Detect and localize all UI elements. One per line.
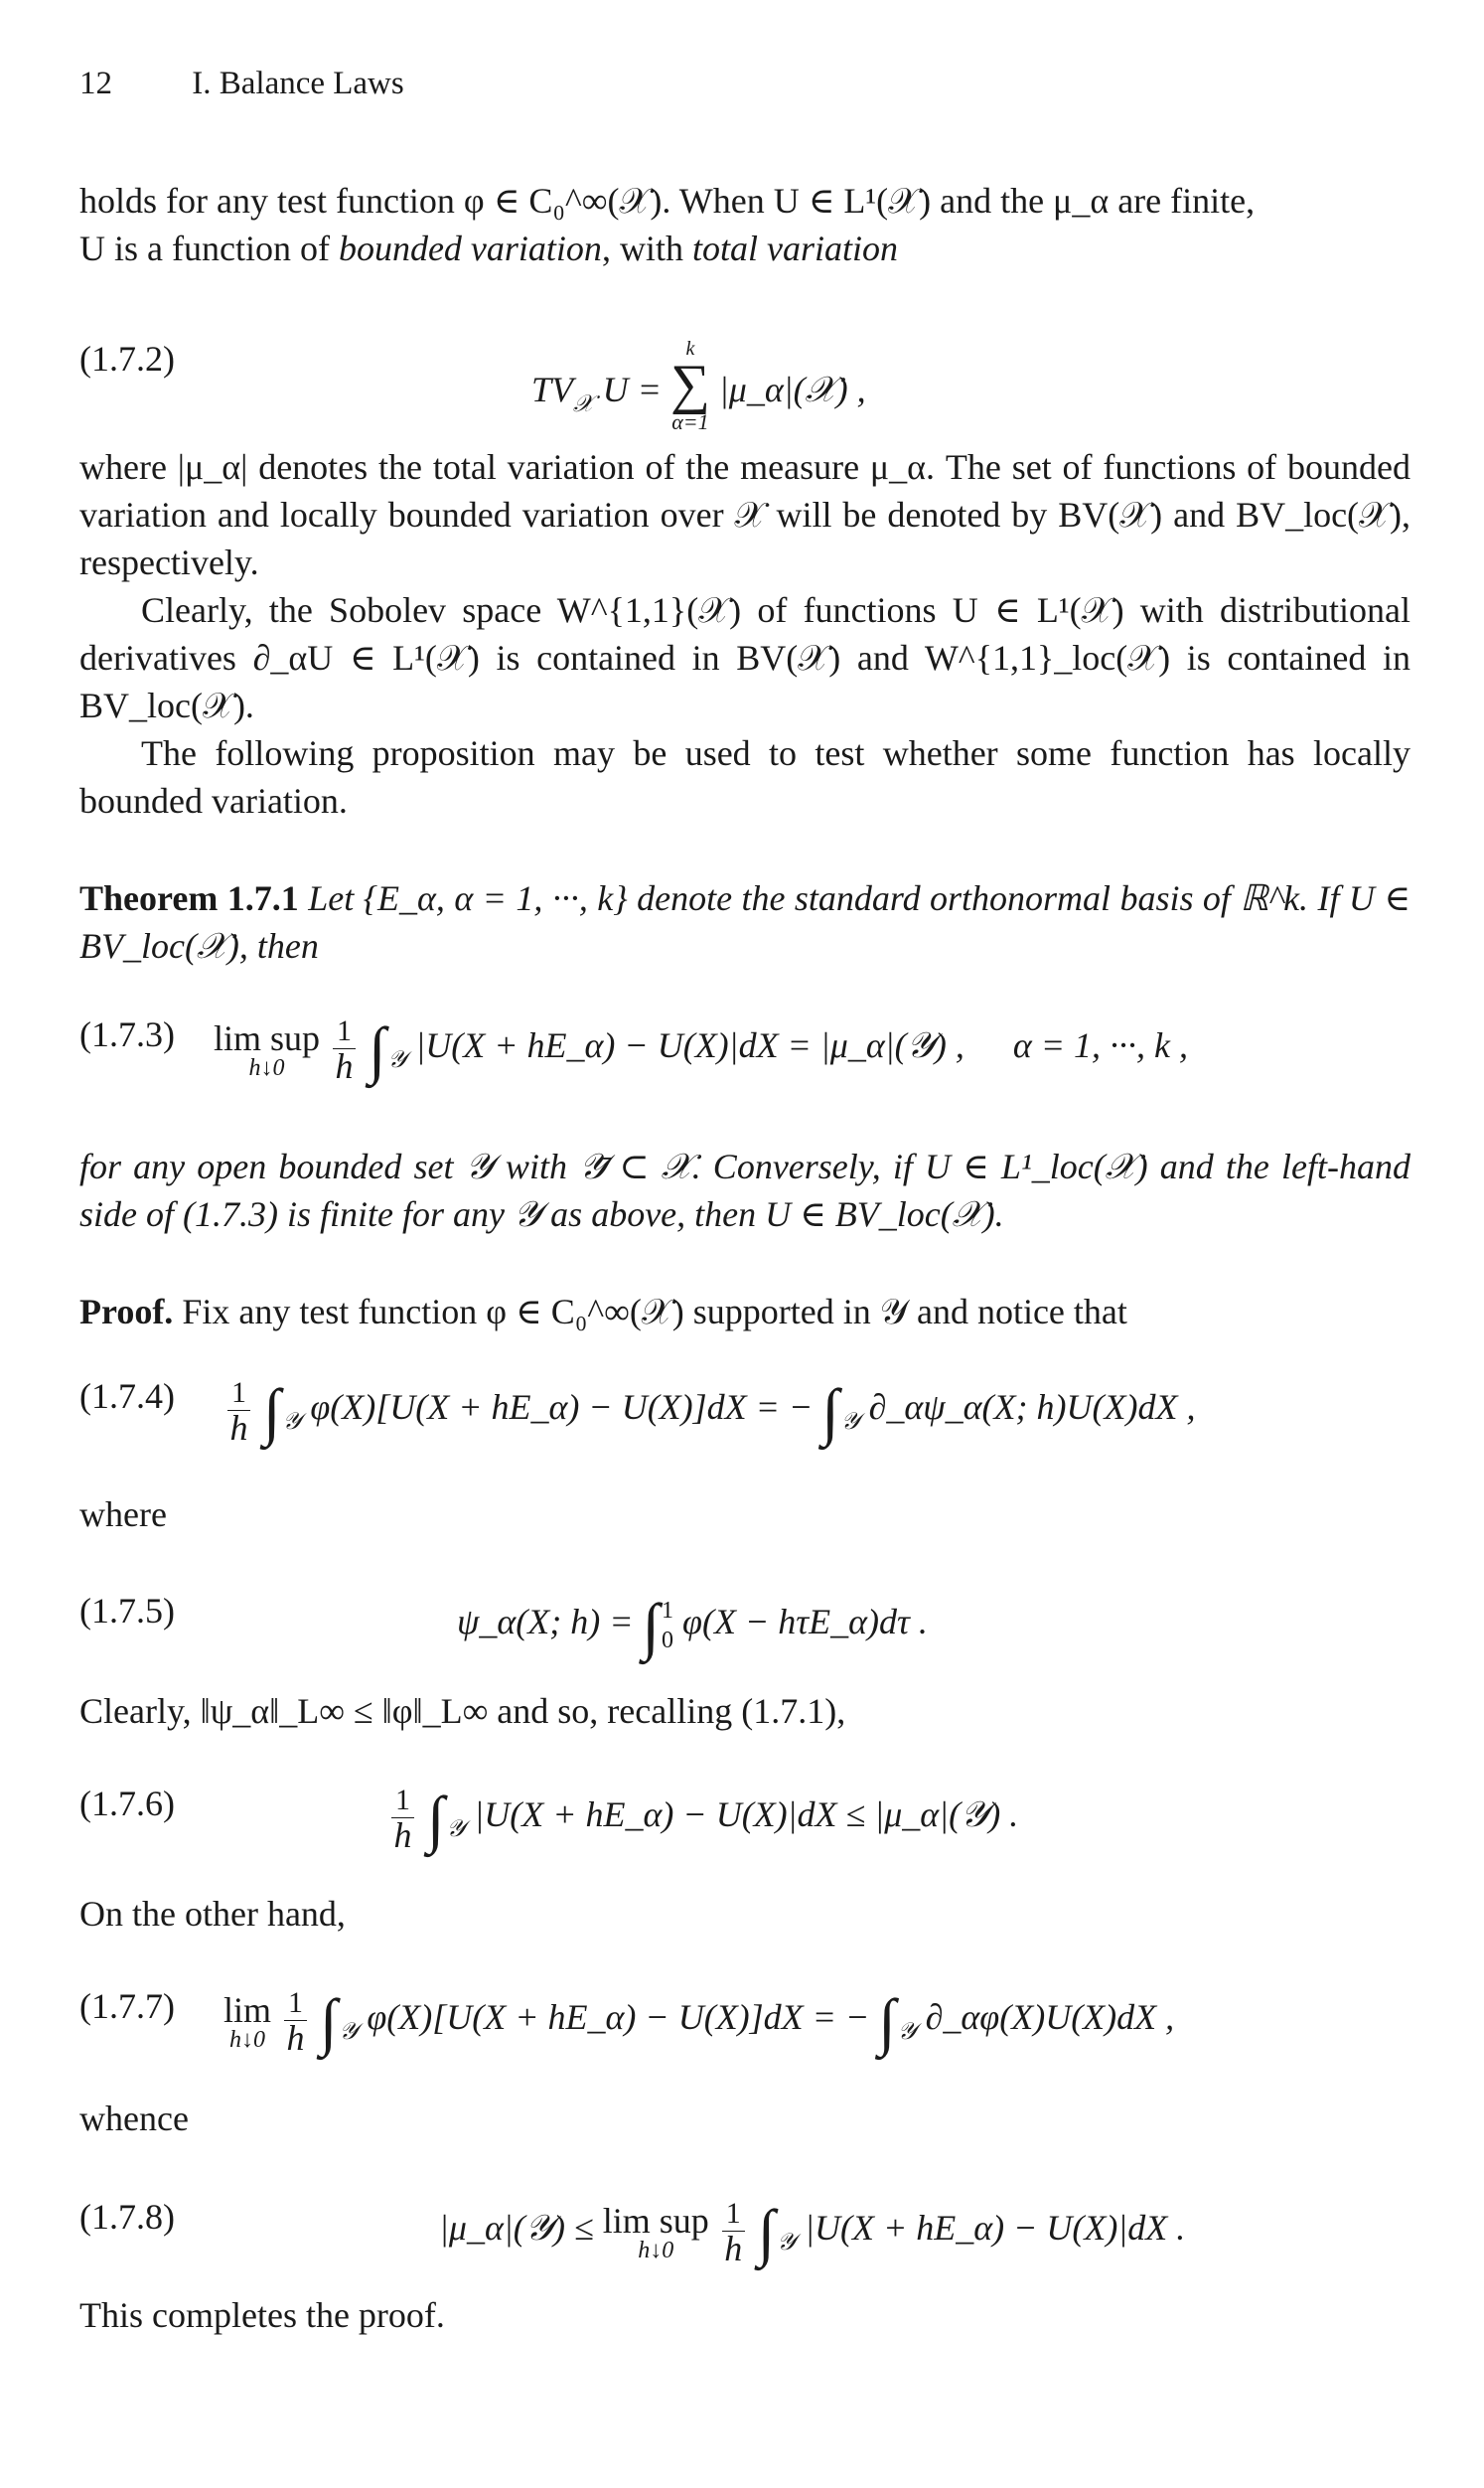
equation-number: (1.7.8) (79, 2197, 175, 2237)
integral-limits (662, 1596, 673, 1655)
equation-number: (1.7.6) (79, 1784, 175, 1823)
eq-text: |U(X + hE_α) − U(X)|dX . (805, 2208, 1186, 2248)
equation-1-7-6 (79, 1783, 1410, 1856)
fraction (333, 1014, 356, 1087)
lim-sup (603, 2203, 709, 2262)
paragraph-1 (79, 177, 1410, 272)
equation-number: (1.7.4) (79, 1376, 175, 1416)
eq-text: ψ_α(X; h) = (457, 1602, 634, 1641)
denominator: h (229, 1408, 248, 1449)
sum-lower: α=1 (671, 409, 709, 434)
equation-body (223, 1375, 1195, 1449)
numerator: 1 (227, 1376, 250, 1411)
eq-text: |U(X + hE_α) − U(X)|dX ≤ |μ_α|(𝒴) . (474, 1794, 1019, 1834)
integral-domain: 𝒴 (897, 2019, 917, 2045)
paragraph-5: Clearly, ‖ψ_α‖_L∞ ≤ ‖φ‖_L∞ and so, recalling (1.7.1), (79, 1691, 846, 1731)
equation-body (439, 2196, 1185, 2269)
running-header (79, 66, 404, 102)
summation (670, 338, 710, 435)
denominator: h (286, 2018, 305, 2059)
theorem-continuation: for any open bounded set 𝒴 with 𝒴̄ ⊂ 𝒳. Conversely, if U ∈ L¹_loc(𝒳) and the left-hand side of (1.7.3) is finite for any 𝒴 as above, then U ∈ BV_loc(𝒳). (79, 1147, 1410, 1234)
lim-sup (214, 1020, 320, 1080)
numerator: 1 (722, 2197, 745, 2232)
limit (223, 1992, 271, 2052)
equation-body (223, 1985, 1174, 2059)
integral-sign: ∫ (369, 1014, 386, 1085)
integral-sign: ∫ (821, 1376, 839, 1447)
integral-sign: ∫ (642, 1591, 661, 1661)
emphasis-bounded-variation: bounded variation (338, 229, 602, 268)
denominator: h (393, 1815, 412, 1856)
eq-text: φ(X)[U(X + hE_α) − U(X)]dX = − (310, 1387, 814, 1427)
equation-number: (1.7.7) (79, 1986, 175, 2026)
numerator: 1 (391, 1784, 414, 1818)
integral-domain: 𝒴 (339, 2019, 359, 2045)
lim-text: lim sup (214, 1018, 321, 1058)
integral-domain: 𝒴 (282, 1409, 302, 1435)
paragraph-4: The following proposition may be used to test whether some function has locally bounded variation. (79, 733, 1410, 821)
eq-text: ∂_αφ(X)U(X)dX , (925, 1997, 1175, 2037)
paragraph-3: Clearly, the Sobolev space W^{1,1}(𝒳) of functions U ∈ L¹(𝒳) with distributional derivatives ∂_αU ∈ L¹(𝒳) is contained in BV(𝒳) and W^{1,1}_loc(𝒳) is contained in BV_loc(𝒳). (79, 590, 1410, 725)
text-run: , with (601, 229, 692, 268)
lim-text: lim (223, 1990, 272, 2030)
integral-domain: 𝒴 (840, 1409, 860, 1435)
eq-text: φ(X)[U(X + hE_α) − U(X)]dX = − (367, 1997, 870, 2037)
integral-sign: ∫ (427, 1784, 445, 1854)
whence-text: whence (79, 2099, 189, 2138)
emphasis-total-variation: total variation (691, 229, 898, 268)
equation-body (387, 1783, 1018, 1856)
lim-subscript: h↓0 (229, 2027, 265, 2053)
equation-number: (1.7.5) (79, 1591, 175, 1631)
proof-intro (79, 1288, 1410, 1335)
lim-text: lim sup (602, 2201, 709, 2241)
eq-text: |μ_α|(𝒳) , (718, 370, 866, 409)
numerator: 1 (284, 1986, 307, 2021)
equation-number: (1.7.2) (79, 339, 175, 379)
eq-text: |U(X + hE_α) − U(X)|dX = |μ_α|(𝒴) , (415, 1025, 965, 1065)
lim-subscript: h↓0 (248, 1055, 285, 1081)
theorem-text: Let {E_α, α = 1, ···, k} denote the standard orthonormal basis of ℝ^k. If U ∈ BV_loc(𝒳), then (79, 878, 1410, 966)
upper-limit: 1 (662, 1597, 674, 1624)
equation-number: (1.7.3) (79, 1014, 175, 1054)
paragraph-1-line-2 (79, 225, 1410, 272)
integral-domain: 𝒴 (777, 2230, 797, 2255)
equation-1-7-4 (79, 1375, 1410, 1449)
equation-body (457, 1590, 928, 1663)
proof-text: Fix any test function φ ∈ C₀^∞(𝒳) supported in 𝒴 and notice that (182, 1292, 1127, 1331)
lower-limit: 0 (662, 1627, 674, 1653)
proof-label: Proof. (79, 1292, 174, 1331)
paragraph-1-line-1: holds for any test function φ ∈ C₀^∞(𝒳). When U ∈ L¹(𝒳) and the μ_α are finite, (79, 181, 1256, 221)
integral-domain: 𝒴 (387, 1047, 407, 1073)
eq-subscript: 𝒳 (573, 391, 594, 417)
equation-1-7-8 (79, 2196, 1410, 2269)
equation-1-7-7 (79, 1985, 1410, 2059)
paragraph-2: where |μ_α| denotes the total variation of the measure μ_α. The set of functions of bounded variation and locally bounded variation over 𝒳 will be denoted by BV(𝒳) and BV_loc(𝒳), respectively. (79, 447, 1410, 582)
equation-1-7-3 (79, 1013, 1410, 1087)
eq-text: α = 1, ···, k , (1012, 1025, 1188, 1065)
integral-sign: ∫ (263, 1376, 281, 1447)
denominator: h (724, 2229, 743, 2269)
sigma-symbol: ∑ (669, 354, 710, 415)
page-number: 12 (79, 66, 112, 101)
eq-text: TV (531, 370, 574, 409)
integral-domain: 𝒴 (446, 1816, 466, 1842)
integral-sign: ∫ (878, 1986, 896, 2057)
fraction (391, 1784, 414, 1856)
closing-sentence: This completes the proof. (79, 2295, 445, 2335)
numerator: 1 (333, 1014, 356, 1049)
fraction (227, 1376, 250, 1449)
integral-sign: ∫ (320, 1986, 338, 2057)
equation-body (214, 1013, 1188, 1087)
eq-text: ∂_αψ_α(X; h)U(X)dX , (868, 1387, 1196, 1427)
theorem-statement (79, 874, 1410, 970)
lim-subscript: h↓0 (638, 2238, 674, 2263)
eq-text: φ(X − hτE_α)dτ . (682, 1602, 928, 1641)
section-title: I. Balance Laws (192, 66, 404, 101)
fraction (284, 1986, 307, 2059)
integral-sign: ∫ (757, 2197, 776, 2267)
denominator: h (335, 1046, 354, 1087)
sum-upper: k (685, 338, 695, 360)
text-run: U is a function of (79, 229, 339, 268)
eq-text: |μ_α|(𝒴) ≤ (439, 2208, 594, 2248)
paragraph-6: On the other hand, (79, 1894, 346, 1934)
equation-1-7-5 (79, 1590, 1410, 1661)
theorem-label: Theorem 1.7.1 (79, 878, 299, 918)
eq-text: U = (602, 370, 662, 409)
where-text: where (79, 1494, 167, 1534)
equation-1-7-2 (79, 338, 1410, 434)
equation-body (531, 338, 866, 435)
fraction (722, 2197, 745, 2269)
